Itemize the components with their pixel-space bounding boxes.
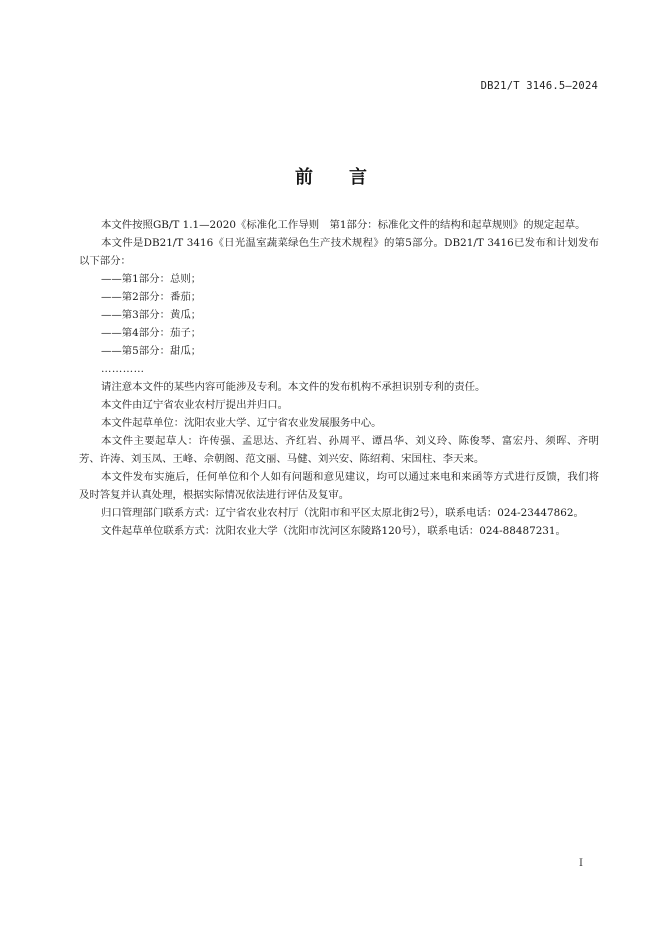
list-item: ——第4部分：茄子； (101, 327, 202, 339)
page-number: I (579, 858, 583, 869)
list-item: ——第3部分：黄瓜； (101, 309, 202, 321)
standard-code: DB21/T 3146.5—2024 (480, 80, 598, 92)
paragraph-feedback: 本文件发布实施后，任何单位和个人如有问题和意见建议，均可以通过来电和来函等方式进行反馈，我们将及时答复并认真处理，根据实际情况依法进行评估及复审。 (79, 471, 599, 501)
ellipsis: ………… (101, 363, 145, 375)
paragraph-contact-drafter: 文件起草单位联系方式：沈阳农业大学（沈阳市沈河区东陵路120号），联系电话：024-88487231。 (101, 525, 566, 537)
page-title: 前言 (295, 167, 403, 188)
foreword-body (79, 216, 599, 540)
list-item: ——第2部分：番茄； (101, 291, 202, 303)
list-item: ——第5部分：甜瓜； (101, 345, 202, 357)
paragraph-drafters: 本文件主要起草人：许传强、孟思达、齐红岩、孙周平、谭昌华、刘义玲、陈俊琴、富宏丹、须晖、齐明芳、许涛、刘玉凤、王峰、佘朝阁、范文丽、马健、刘兴安、陈绍莉、宋国柱、李天来。 (79, 435, 599, 465)
paragraph-patent: 请注意本文件的某些内容可能涉及专利。本文件的发布机构不承担识别专利的责任。 (101, 381, 486, 393)
paragraph-proposer: 本文件由辽宁省农业农村厅提出并归口。 (101, 399, 289, 411)
paragraph-basis: 本文件按照GB/T 1.1—2020《标准化工作导则 第1部分：标准化文件的结构和起草规则》的规定起草。 (101, 219, 586, 231)
paragraph-drafting-units: 本文件起草单位：沈阳农业大学、辽宁省农业发展服务中心。 (101, 417, 382, 429)
paragraph-contact-dept: 归口管理部门联系方式：辽宁省农业农村厅（沈阳市和平区太原北街2号），联系电话：024-23447862。 (101, 507, 584, 519)
paragraph-series: 本文件是DB21/T 3416《日光温室蔬菜绿色生产技术规程》的第5部分。DB21/T 3416已发布和计划发布以下部分： (79, 237, 599, 267)
list-item: ——第1部分：总则； (101, 273, 202, 285)
